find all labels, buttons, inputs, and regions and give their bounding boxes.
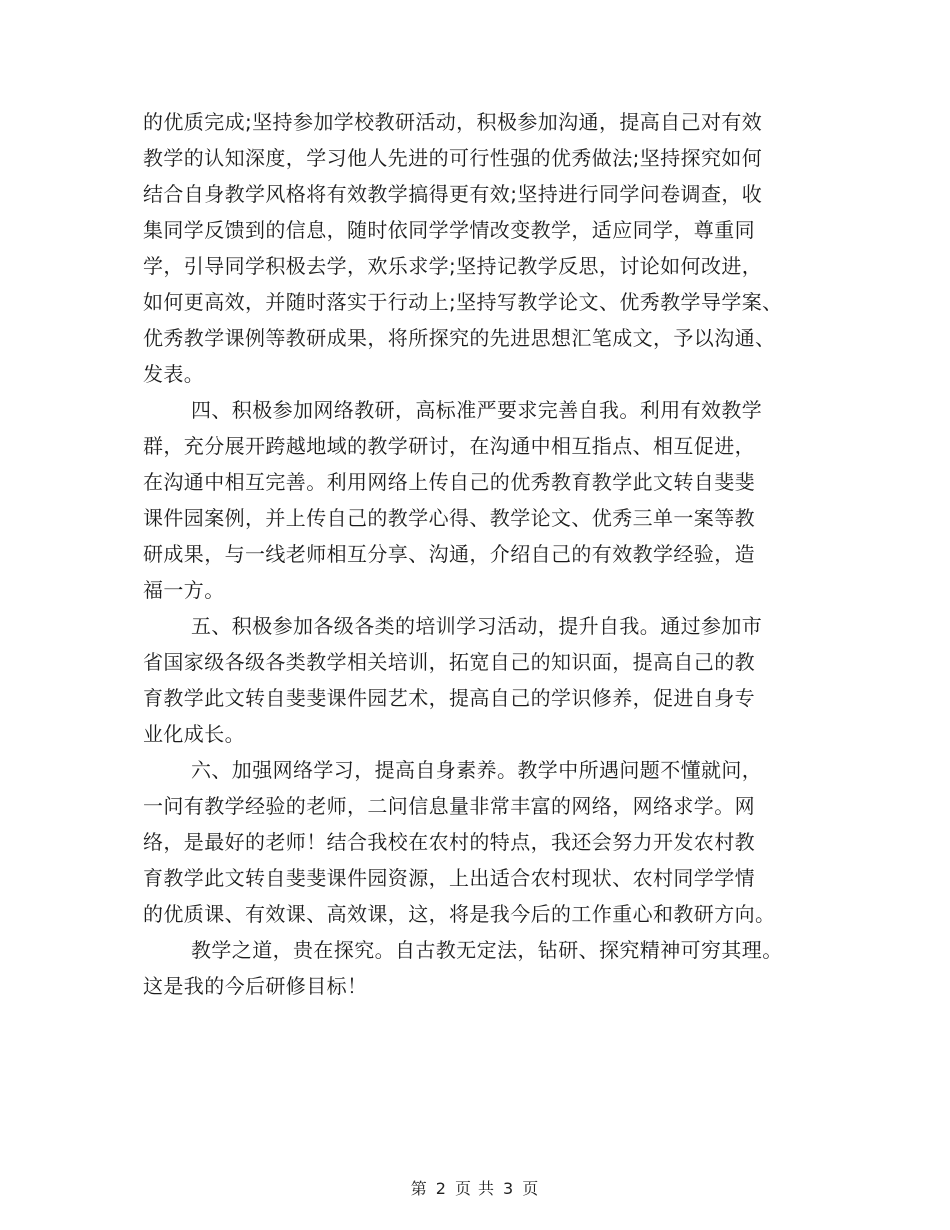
text-line: 课件园案例，并上传自己的教学心得、教学论文、优秀三单一案等教 bbox=[143, 506, 755, 530]
footer-middle: 页 共 bbox=[454, 1179, 496, 1198]
footer-prefix: 第 bbox=[410, 1179, 428, 1198]
total-page-count: 3 bbox=[503, 1179, 515, 1198]
text-line: 集同学反馈到的信息，随时依同学学情改变教学，适应同学，尊重同 bbox=[143, 218, 755, 242]
text-line: 的优质完成;坚持参加学校教研活动，积极参加沟通，提高自己对有效 bbox=[143, 110, 763, 134]
text-line: 育教学此文转自斐斐课件园艺术，提高自己的学识修养，促进自身专 bbox=[143, 686, 755, 710]
footer-suffix: 页 bbox=[522, 1179, 540, 1198]
text-line: 一问有教学经验的老师，二问信息量非常丰富的网络，网络求学。网 bbox=[143, 794, 755, 818]
paragraph-6-first-line: 六、加强网络学习，提高自身素养。教学中所遇问题不懂就问， bbox=[191, 758, 763, 782]
closing-paragraph-first-line: 教学之道，贵在探究。自古教无定法，钻研、探究精神可穷其理。 bbox=[191, 938, 783, 962]
text-line: 群，充分展开跨越地域的教学研讨，在沟通中相互指点、相互促进， bbox=[143, 434, 755, 458]
text-line: 这是我的今后研修目标！ bbox=[143, 974, 368, 998]
text-line: 络，是最好的老师！结合我校在农村的特点，我还会努力开发农村教 bbox=[143, 830, 755, 854]
text-line: 研成果，与一线老师相互分享、沟通，介绍自己的有效教学经验，造 bbox=[143, 542, 755, 566]
paragraph-4-first-line: 四、积极参加网络教研，高标准严要求完善自我。利用有效教学 bbox=[191, 398, 763, 422]
paragraph-5-first-line: 五、积极参加各级各类的培训学习活动，提升自我。通过参加市 bbox=[191, 614, 763, 638]
text-line: 在沟通中相互完善。利用网络上传自己的优秀教育教学此文转自斐斐 bbox=[143, 470, 755, 494]
text-line: 育教学此文转自斐斐课件园资源，上出适合农村现状、农村同学学情 bbox=[143, 866, 755, 890]
text-line: 省国家级各级各类教学相关培训，拓宽自己的知识面，提高自己的教 bbox=[143, 650, 755, 674]
text-line: 业化成长。 bbox=[143, 722, 245, 746]
text-line: 的优质课、有效课、高效课，这，将是我今后的工作重心和教研方向。 bbox=[143, 902, 776, 926]
current-page-number: 2 bbox=[435, 1179, 447, 1198]
text-line: 学，引导同学积极去学，欢乐求学;坚持记教学反思，讨论如何改进， bbox=[143, 254, 763, 278]
text-line: 发表。 bbox=[143, 362, 205, 386]
page-footer bbox=[0, 1176, 950, 1199]
text-line: 结合自身教学风格将有效教学搞得更有效;坚持进行同学问卷调查，收 bbox=[143, 182, 763, 206]
text-line: 教学的认知深度，学习他人先进的可行性强的优秀做法;坚持探究如何 bbox=[143, 146, 763, 170]
text-line: 如何更高效，并随时落实于行动上;坚持写教学论文、优秀教学导学案、 bbox=[143, 290, 783, 314]
document-body bbox=[143, 104, 823, 1004]
text-line: 福一方。 bbox=[143, 578, 225, 602]
text-line: 优秀教学课例等教研成果，将所探究的先进思想汇笔成文，予以沟通、 bbox=[143, 326, 776, 350]
